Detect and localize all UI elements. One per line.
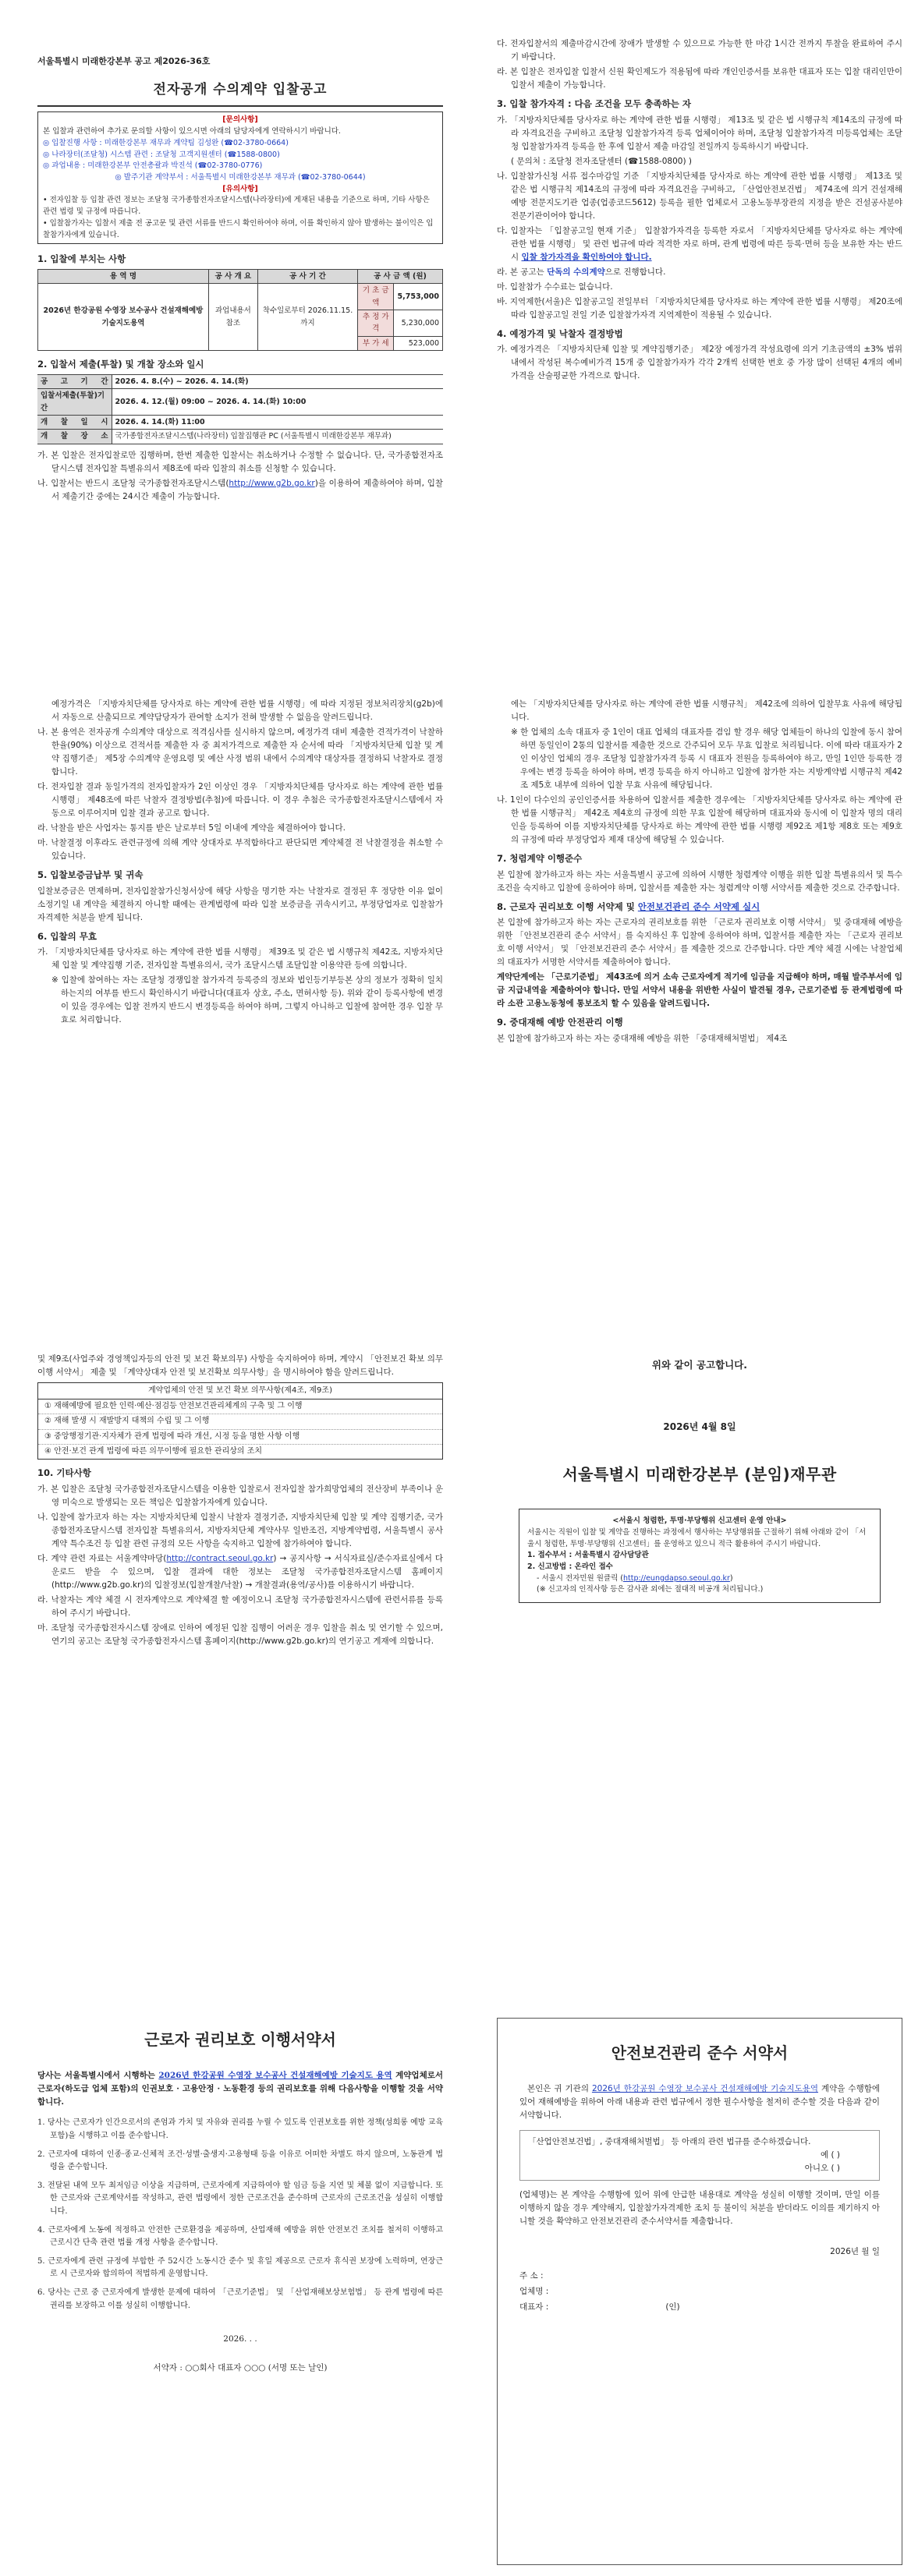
inquiry-line: ◎ 나라장터(조달청) 시스템 관련 : 조달청 고객지원센터 (☎1588-0800) [43,150,280,159]
paragraph: 마. 낙찰결정 이후라도 관련규정에 의해 계약 상대자로 부적합하다고 판단되면 계약체결 전 낙찰결정을 취소할 수 있습니다. [37,838,443,861]
address-label: 주 소 : [519,2271,544,2281]
seal-mark: (인) [665,2302,680,2312]
ethics-line: 2. 신고방법 : 온라인 접수 [527,1562,613,1571]
schedule-value: 국가종합전자조달시스템(나라장터) 입찰집행관 PC (서울특별시 미래한강본부 재무과) [112,430,443,444]
obligations-heading: 계약업체의 안전 및 보건 확보 의무사항(제4조, 제9조) [38,1383,442,1399]
pledge-item: 2. 근로자에 대하여 인종·종교·신체적 조건·성별·출생지·고용형태 등을 이유로 어떠한 차별도 하지 않으며, 노동관계 법령을 준수합니다. [37,2150,443,2171]
safety-pledge-body: (업체명)는 본 계약을 수행함에 있어 위에 안급한 내용대로 계약을 성실히 이행할 것이며, 만일 이를 이행하지 않을 경우 계약해지, 입찰참가자격제한 조치 등 불이익 처분을 받더라도 이의를 제기하지 아니할 것을 확약하고 안전보건관리 준수서약서를 제출합니다. [519,2190,880,2227]
table-header: 공 사 금 액 (원) [357,269,442,283]
paragraph: 마. 조달청 국가종합전자시스템 장애로 인하여 예정된 입찰 집행이 어려운 경우 입찰을 취소 및 연기할 수 있으며, 연기의 공고는 조달청 국가종합전자시스템 홈페이지(http://www.g2b.go.kr)의 연기공고 게재에 의합니다. [37,1622,443,1646]
paragraph: 가. 「지방자치단체를 당사자로 하는 계약에 관한 법률 시행령」 제13조 및 같은 법 시행규칙 제14조의 규정에 따라 자격요건을 구비하고 조달청 입찰참가자격 등록 업체이어야 하며, 조달청 입찰참가자격 미등록업체는 조달청 입찰참가자격 등록을 한 후에 입찰서 제출 마감일 전일까지 등록하시기 바랍니다. [497,115,902,151]
pledge-title: 근로자 권리보호 이행서약서 [144,2030,336,2049]
amount-value: 523,000 [394,336,443,350]
text: ) [729,1573,733,1583]
text: 라. 본 공고는 [497,267,548,277]
inquiry-heading: [문의사항] [222,115,258,125]
paragraph: ※ 입찰에 참여하는 자는 조달청 경쟁입찰 참가자격 등록증의 정보와 법인등기부등본 상의 정보가 정확히 일치하는지의 여부를 반드시 확인하시기 바랍니다(대표자 상호, 주소, 면허사항 등). 위와 같이 등록사항에 변경이 있을 경우에는 입찰 전까지 반드시 변경등록을 하여야 하며, 그렇지 아니하고 입찰에 참여한 경우 입찰 무효로 처리합니다. [51,975,443,1025]
inquiry-box [37,111,443,244]
section-heading: 3. 입찰 참가자격 : 다음 조건을 모두 충족하는 자 [497,98,691,109]
pledge-signature: 서약자 : ○○회사 대표자 ○○○ (서명 또는 날인) [153,2362,328,2373]
paragraph: 예정가격은 「지방자치단체를 당사자로 하는 계약에 관한 법률 시행령」에 따라 지정된 정보처리장치(g2b)에서 자동으로 산출되므로 계약담당자가 관여할 소지가 전혀 발생할 수 없음을 알려드립니다. [51,699,443,722]
text: 다. 입찰자는 「입찰공고일 현재 기준」 입찰참가자격을 등록한 자로서 「지방자치단체를 당사자로 하는 계약에 관한 법률 시행령」 및 관련 법규에 따라 적격한 자로 하며, 관계 법령에 따른 등록·면허 등을 보유한 자는 반드시 [497,225,902,262]
schedule-value: 2026. 4. 14.(화) 11:00 [112,415,443,429]
amount-label: 추 정 가 격 [357,310,394,337]
rep-label: 대표자 : [519,2302,549,2312]
amount-label: 기 초 금 액 [357,284,394,310]
list-item: ② 재해 발생 시 재발방지 대책의 수립 및 그 이행 [38,1414,442,1429]
law-yes-option[interactable]: 예 ( ) [820,2150,840,2160]
paragraph: 본 입찰에 참가하고자 하는 자는 중대재해 예방을 위한 「중대재해처벌법」 제4조 [497,1033,788,1043]
pledge-lead [37,2069,443,2109]
inquiry-line: ◎ 입찰진행 사항 : 미래한강본부 재무과 계약팀 김성완 (☎02-3780-0664) [43,138,289,147]
paragraph [37,477,443,504]
pledge-item: 6. 당사는 근로 중 근로자에게 발생한 문제에 대하여 「근로기준법」 및 「산업재해보상보험법」 등 관계 법령에 따른 권리를 보장하고 이를 성실히 이행합니다. [37,2288,443,2310]
project-period: 착수일로부터 2026.11.15. 까지 [258,284,358,351]
ethics-line: (※ 신고자의 인적사항 등은 감사관 외에는 절대적 비공개 처리됩니다.) [537,1585,764,1594]
paragraph: 나. 입찰에 참가코자 하는 자는 지방자치단체 입찰시 낙찰자 결정기준, 지방자치단체 입찰 및 계약 집행기준, 국가종합전자조달시스템 전자입찰 특별유의서, 지방자치단체 계약사무 일반조건, 지방계약법령, 서울특별시 공사계약 특수조건 등 입찰 관련 규정의 모든 사항을 숙지하고 입찰에 참가하여야 합니다. [37,1512,443,1548]
report-link[interactable]: http://eungdapso.seoul.go.kr [622,1573,730,1583]
safety-pledge-frame [497,2018,902,2565]
page-6 [497,1353,902,1774]
inquiry-intro: 본 입찰과 관련하여 추가로 문의할 사항이 있으시면 아래의 담당자에게 연락하시기 바랍니다. [43,127,341,136]
schedule-key: 개 찰 장 소 [37,430,112,444]
schedule-value: 2026. 4. 12.(월) 09:00 ~ 2026. 4. 14.(화) 10:00 [112,389,443,416]
law-compliance-box [519,2130,880,2181]
project-table [37,269,443,351]
schedule-key: 개 찰 일 시 [37,415,112,429]
schedule-value: 2026. 4. 8.(수) ~ 2026. 4. 14.(화) [112,374,443,388]
safety-date: 2026년 월 일 [830,2247,880,2257]
contract-link[interactable]: http://contract.seoul.go.kr [166,1553,274,1563]
section-heading: 4. 예정가격 및 낙찰자 결정방법 [497,327,623,339]
safety-lead [519,2082,880,2122]
page-8 [497,1996,902,2565]
pledge-date: 2026. . . [223,2334,257,2344]
section-heading: 1. 입찰에 부치는 사항 [37,253,126,265]
paragraph: 및 제9조(사업주와 경영책임자등의 안전 및 보건 확보의무) 사항을 숙지하여야 하며, 계약시 「안전보건 확보 의무이행 서약서」 제출 및 「계약상대자 안전 및 보건확보 의무사항」을 명시하여야 함을 알려드립니다. [37,1354,443,1377]
document-number: 서울특별시 미래한강본부 공고 제2026-36호 [37,56,211,66]
highlight-text: 안전보건관리 준수 서약제 실시 [637,901,760,912]
ethics-line: 1. 접수부서 : 서울특별시 감사담당관 [527,1551,649,1560]
highlight-text: 입찰 참가자격을 확인하여야 합니다. [521,252,652,262]
amount-value: 5,230,000 [394,310,443,337]
paragraph: 입찰보증금은 면제하며, 전자입찰참가신청서상에 해당 사항을 명기한 자는 낙찰자로 결정된 후 정당한 이유 없이 소정기일 내 계약을 체결하지 아니할 때에는 관계법령에 따라 입찰 보증금을 귀속시키고, 부정당업자로 입찰참가 자격제한 처분을 받게 됩니다. [37,886,443,922]
paragraph: 가. 예정가격은 「지방자치단체 입찰 및 계약집행기준」 제2장 예정가격 작성요령에 의거 기초금액의 ±3% 범위 내에서 작성된 복수예비가격 15개 중 입찰참가자가 각각 2개씩 선택한 번호 중 가장 많이 선택된 4개의 예비가격을 산술평균한 가격으로 합니다. [497,345,902,381]
paragraph: 라. 본 입찰은 전자입찰 입찰서 신원 확인제도가 적용됨에 따라 개인인증서를 보유한 대표자 또는 입찰 대리인만이 입찰서 제출이 가능합니다. [497,67,902,90]
text: )을 이용하여 제출하여야 하며, 입찰서 제출기간 중에는 24시간 제출이 가능합니다. [51,478,443,501]
section-heading: 10. 기타사항 [37,1467,91,1478]
safety-pledge-title: 안전보건관리 준수 서약서 [611,2043,789,2062]
text: 당사는 서울특별시에서 시행하는 [37,2071,159,2081]
section-heading: 9. 중대재해 예방 안전관리 이행 [497,1017,623,1028]
paragraph: 가. 「지방자치단체를 당사자로 하는 계약에 관한 법률 시행령」 제39조 및 같은 법 시행규칙 제42조, 지방자치단체 입찰 및 계약집행 기준, 전자입찰 특별유의서, 국가 조달시스템 조달입찰 이용약관 등에 의합니다. [37,947,443,971]
schedule-key: 공 고 기 간 [37,374,112,388]
announcement-date: 2026년 4월 8일 [663,1421,736,1433]
amount-label: 부 가 세 [357,336,394,350]
paragraph: 다. 전자입찰서의 제출마감시간에 장애가 발생할 수 있으므로 가능한 한 마감 1시간 전까지 투찰을 완료하여 주시기 바랍니다. [497,39,902,62]
paragraph: 마. 입찰참가 수수료는 없습니다. [497,281,613,292]
highlight-text: 단독의 수의계약 [547,267,605,277]
notice-heading: [유의사항] [222,184,258,193]
paragraph [37,1552,443,1592]
paragraph: 나. 입찰참가신청 서류 접수마감일 기준 「지방자치단체를 당사자로 하는 계약에 관한 법률 시행령」 제13조 및 같은 법 시행규칙 제14조의 규정에 따라 자격요건을 구비하고, 「산업안전보건법」 제74조에 의거 건설재해예방 전문지도기관 업종(업종코드5612) 등록을 필한 업체로서 고용노동부장관의 지정을 받은 건설공사분야 전문기관이어야 합니다. [497,171,902,221]
text: ) → 공지사항 → 서식자료실/준수자료실에서 다운로드 받을 수 있으며, 입찰 결과에 대한 정보는 조달청 국가종합전자조달시스템 홈페이지(http://www.g2b.go.kr)의 입찰정보(입찰개찰/낙찰) → 개찰결과(용역/공사)를 이용하시기 바랍니다. [51,1553,443,1590]
schedule-table [37,374,443,444]
paragraph: 바. 지역제한(서울)은 입찰공고일 전일부터 「지방자치단체를 당사자로 하는 계약에 관한 법률 시행령」 제20조에 따라 입찰공고일 전일 기준 입찰참가자격 지역제한이 적용될 수 있습니다. [497,296,902,320]
paragraph: 다. 전자입찰 결과 동일가격의 전자입찰자가 2인 이상인 경우 「지방자치단체를 당사자로 하는 계약에 관한 법률시행령」 제48조에 따른 낙찰자 결정방법(추첨)에 따릅니다. 이 경우 추첨은 국가종합전자조달시스템에서 자동으로 이루어지며 입찰 결과 공고로 합니다. [37,782,443,818]
project-overview: 과업내용서 참조 [208,284,257,351]
text: 으로 진행합니다. [604,267,666,277]
list-item: ③ 중앙행정기관·지자체가 관계 법령에 따라 개선, 시정 등을 명한 사항 이행 [38,1430,442,1445]
text: 본인은 귀 기관의 [527,2084,592,2094]
page-1 [37,55,443,501]
law-no-option[interactable]: 아니오 ( ) [804,2164,840,2174]
page-5 [37,1353,443,1774]
paragraph: 가. 본 입찰은 전자입찰로만 집행하며, 한번 제출한 입찰서는 취소하거나 수정할 수 없습니다. 단, 국가종합전자조달시스템 전자입찰 특별유의서 제8조에 따라 입찰의 취소를 신청할 수 있습니다. [37,450,443,473]
text: 다. 계약 관련 자료는 서울계약마당( [37,1553,167,1563]
ethics-line [527,1573,872,1585]
paragraph [497,225,902,264]
pledge-item: 5. 근로자에게 관련 규정에 부합한 주 52시간 노동시간 준수 및 휴일 제공으로 근로자 휴식권 보장에 노력하며, 연장근로 시 근로자와 합의하여 적법하게 운영합니다. [37,2257,443,2279]
page-7 [37,1996,443,2565]
pledge-item: 4. 근로자에게 노동에 적정하고 안전한 근로환경을 제공하며, 산업재해 예방을 위한 안전보건 조치를 철저히 이행하고 근로시간 단축 관련 법률 개정 사항을 준수합니다. [37,2225,443,2247]
page-4 [497,698,902,1119]
text: 나. 입찰서는 반드시 조달청 국가종합전자조달시스템( [37,478,229,488]
paragraph: ( 문의처 : 조달청 전자조달센터 (☎1588-0800) ) [511,156,692,166]
document-title: 전자공개 수의계약 입찰공고 [37,80,443,108]
address-field[interactable] [519,2270,880,2283]
list-item: ① 재해예방에 필요한 인력·예산·점검등 안전보건관리체계의 구축 및 그 이행 [38,1399,442,1414]
paragraph: 가. 본 입찰은 조달청 국가종합전자조달시스템을 이용한 입찰로서 전자입찰 참가희망업체의 전산장비 부족이나 운영 미숙으로 발생되는 모든 책임은 입찰참가자에게 있습니다. [37,1484,443,1507]
paragraph: 라. 낙찰을 받은 사업자는 통지를 받은 날로부터 5일 이내에 계약을 체결하여야 합니다. [37,823,346,833]
amount-value: 5,753,000 [394,284,443,310]
ethics-heading: <서울시 청렴한, 투명·부당행위 신고센터 운영 안내> [612,1516,787,1526]
ethics-body: 서울시는 직원이 입찰 및 계약을 진행하는 과정에서 행사하는 부당행위를 근절하기 위해 아래와 같이 「서울시 청렴한, 투명·부당행위 신고센터」를 운영하고 있으니 적극 활용하여 주시기 바랍니다. [527,1527,867,1548]
section-heading: 7. 청렴계약 이행준수 [497,853,583,864]
paragraph: 계약단계에는 「근로기준법」 제43조에 의거 소속 근로자에게 적기에 임금을 지급해야 하며, 매월 발주부서에 임금 지급내역을 제출하여야 합니다. 만일 서약서 내용을 위반한 사실이 발견될 경우, 근로기준법 등 관계법령에 따라 소관 고용노동청에 통보조치 할 수 있음을 알려드립니다. [497,972,902,1009]
obligations-box [37,1382,443,1460]
section-heading: 6. 입찰의 무효 [37,930,97,942]
paragraph: 나. 1인이 다수인의 공인인증서를 차용하여 입찰서를 제출한 경우에는 「지방자치단체를 당사자로 하는 계약에 관한 법률 시행규칙」 제42조 제4호의 규정에 의한 무효 입찰에 해당하며 대표자와 동시에 이 입찰자 명의 대리인을 등록하여 이를 지방자치단체를 당사자로 하는 계약에 관한 법률 시행령 제92조 제1항 제8호 또는 제9호의 규정에 따라 부정당업자 제재 대상에 해당될 수 있습니다. [497,795,902,844]
ethics-center-box [519,1509,881,1603]
table-header: 공 사 기 간 [258,269,358,283]
section-heading [497,900,902,915]
text: 계약업체로서 근로자(하도급 업체 포함)의 인권보호 · 고용안정 · 노동환경 등의 권리보호를 위해 다음사항을 이행할 것을 서약합니다. [37,2071,444,2107]
signature-block [519,2270,880,2314]
paragraph: 라. 낙찰자는 계약 체결 시 전자계약으로 계약체결 할 예정이오니 조달청 국가종합전자시스템에 관련서류를 등록하여 주시기 바랍니다. [37,1594,443,1618]
table-header: 공 사 개 요 [208,269,257,283]
issuing-organization: 서울특별시 미래한강본부 (분임)재무관 [562,1464,837,1484]
paragraph: ※ 한 업체의 소속 대표자 중 1인이 대표 업체의 대표자를 겸임 할 경우 해당 업체들이 하나의 입찰에 동시 참여하면 동일인이 2통의 입찰서를 제출한 것으로 간주되어 모두 무효 입찰로 처리됩니다. 이에 따라 대표자가 2인 이상인 업체의 경우 조달청 입찰참가자격 등록 시 대표자 전원을 등록하여야 하고, 만일 1인만 등록한 경우에는 변경 등록을 하여야 하며, 변경 등록을 하지 아니하고 입찰에 참가한 자는 지방계약법 시행규칙 제42조 제5호 내부에 의하여 입찰 무효 사유에 해당됩니다. [511,727,902,790]
pledge-item: 3. 전달된 내역 모두 최저임금 이상을 지급하며, 근로자에게 지급하여야 할 임금 등을 지연 및 체불 없이 지급합니다. 또한 근로자와 근로계약서를 작성하고, 관련 법령에서 정한 근로조건을 준수하며 근로자의 근로조건을 성실히 이행합니다. [37,2181,443,2216]
text: 계약을 수행함에 있어 재해예방을 위하여 아래 내용과 관련 법규에서 정한 필수사항을 철저히 준수할 것을 다음과 같이 서약합니다. [519,2084,880,2121]
schedule-key: 입찰서제출(투찰)기간 [37,389,112,416]
list-item: ④ 안전·보건 관계 법령에 따른 의무이행에 필요한 관리상의 조치 [44,1446,263,1456]
company-field[interactable] [519,2285,880,2298]
law-statement: 「산업안전보건법」, 중대재해처벌법」 등 아래의 관련 법규를 준수하겠습니다. [528,2137,811,2147]
page-3 [37,698,443,1119]
table-header: 용 역 명 [38,269,209,283]
text: - 서울시 전자민원 원클릭 ( [537,1573,623,1583]
notice-line: • 입찰참가자는 입찰서 제출 전 공고문 및 관련 서류를 반드시 확인하여야 하며, 이를 확인하지 않아 발생하는 불이익은 입찰참가자에게 있습니다. [43,218,434,239]
notice-line: • 전자입찰 등 입찰 관련 정보는 조달청 국가종합전자조달시스템(나라장터)에 게재된 내용을 기준으로 하며, 기타 사항은 관련 법령 및 규정에 따릅니다. [43,196,430,217]
highlight-text: 2026년 한강공원 수영장 보수공사 건설재해예방 기술지도용역 [591,2084,819,2094]
paragraph: 에는 「지방자치단체를 당사자로 하는 계약에 관한 법률 시행규칙」 제42조에 의하여 입찰무효 사유에 해당됩니다. [511,699,902,722]
project-name: 2026년 한강공원 수영장 보수공사 건설재해예방 기술지도용역 [38,284,209,351]
page-2 [497,37,902,458]
announcement-closing: 위와 같이 공고합니다. [651,1359,748,1371]
paragraph: 본 입찰에 참가하고자 하는 자는 서울특별시 공고에 의하여 시행한 청렴계약 이행을 위한 입찰 특별유의서 및 특수조건을 숙지하고 입찰에 응하여야 하며, 입찰서를 제출한 자는 청렴계약 이행 서약서를 제출한 것으로 간주합니다. [497,869,902,893]
inquiry-line: ◎ 과업내용 : 미래한강본부 안전총괄과 박진석 (☎02-3780-0776) [43,161,263,171]
text: 8. 근로자 권리보호 이행 서약제 및 [497,901,638,912]
section-heading: 2. 입찰서 제출(투찰) 및 개찰 장소와 일시 [37,359,204,370]
paragraph [497,266,902,279]
company-label: 업체명 : [519,2287,549,2297]
g2b-link[interactable]: http://www.g2b.go.kr [229,478,315,488]
paragraph: 나. 본 용역은 전자공개 수의계약 대상으로 적격심사를 실시하지 않으며, 예정가격 대비 제출한 견적가격이 낙찰하한율(90%) 이상으로 견적서를 제출한 자 중 최저가격으로 제출한 자 순서에 따라 「지방자치단체 입찰 및 계약 집행기준」 제5장 수의계약 운영요령 및 예산 사정 범위 내에서 수의계약 대상자를 결정하되 낙찰자로 결정합니다. [37,727,443,777]
pledge-item: 1. 당사는 근로자가 인간으로서의 존엄과 가치 및 자유와 권리를 누릴 수 있도록 인권보호를 위한 정책(성희롱 예방 교육 포함)을 시행하고 이를 준수합니다. [37,2118,443,2140]
highlight-text: 2026년 한강공원 수영장 보수공사 건설재해예방 기술지도 용역 [158,2071,392,2081]
paragraph: 본 입찰에 참가하고자 하는 자는 근로자의 권리보호를 위한 「근로자 권리보호 이행 서약서」 및 중대재해 예방을 위한 「안전보건관리 준수 서약서」를 숙지하신 후 입찰에 응하여야 하며, 입찰서를 제출한 자는 「근로자 권리보호 이행 서약서」 및 「안전보건관리 준수 서약서」를 제출한 것으로 간주합니다. 다만 계약 체결 시에는 낙찰업체의 대표자가 서명한 서약서를 제출하여야 합니다. [497,918,902,968]
inquiry-line: ◎ 발주기관 계약부서 : 서울특별시 미래한강본부 재무과 (☎02-3780-0644) [115,172,366,182]
section-heading: 5. 입찰보증금납부 및 귀속 [37,869,144,880]
representative-field[interactable] [519,2301,880,2314]
